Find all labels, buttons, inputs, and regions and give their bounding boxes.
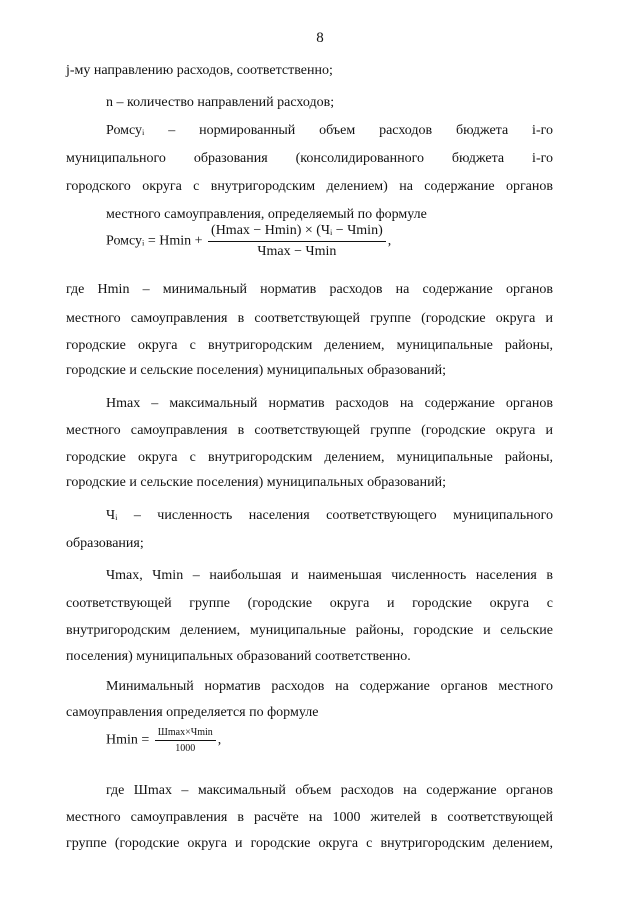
- text-line: самоуправления определяется по формуле: [66, 705, 319, 720]
- formula-tail: ,: [217, 732, 222, 748]
- text-line: городские округа с внутригородским делением, муниципальные районы,: [66, 450, 553, 465]
- text-line: поселения) муниципальных образований соответственно.: [66, 649, 411, 664]
- text-line: Нmax – максимальный норматив расходов на содержание органов: [106, 396, 553, 411]
- formula-numerator: Шmax×Чmin: [155, 727, 216, 741]
- text-line: муниципального образования (консолидированного бюджета i-го: [66, 151, 553, 166]
- formula-lhs: Нmin =: [106, 732, 150, 748]
- text-line: где Шmax – максимальный объем расходов на содержание органов: [106, 783, 553, 798]
- text-line: Ромсуᵢ – нормированный объем расходов бюджета i-го: [106, 123, 553, 138]
- text-line: городские округа с внутригородским делением, муниципальные районы,: [66, 338, 553, 353]
- formula-denominator: Чmax − Чmin: [257, 244, 337, 259]
- text-line: где Нmin – минимальный норматив расходов на содержание органов: [66, 282, 553, 297]
- formula-romsu: [106, 223, 391, 260]
- formula-denominator: 1000: [175, 743, 196, 754]
- formula-hmin: [106, 727, 221, 754]
- text-line: образования;: [66, 536, 144, 551]
- text-line: n – количество направлений расходов;: [106, 95, 335, 110]
- formula-numerator: (Нmax − Нmin) × (Чᵢ − Чmin): [208, 223, 386, 242]
- formula-fraction: [208, 223, 386, 260]
- text-line: соответствующей группе (городские округа и городские округа с: [66, 596, 553, 611]
- text-line: внутригородским делением, муниципальные районы, городские и сельские: [66, 623, 553, 638]
- text-line: Минимальный норматив расходов на содержание органов местного: [106, 679, 553, 694]
- formula-lhs: Ромсуᵢ = Нmin +: [106, 233, 203, 249]
- text-line: местного самоуправления в расчёте на 1000 жителей в соответствующей: [66, 810, 553, 825]
- text-line: j-му направлению расходов, соответственно;: [66, 63, 333, 78]
- formula-fraction: [155, 727, 216, 754]
- text-line: Чᵢ – численность населения соответствующего муниципального: [106, 508, 553, 523]
- text-line: городского округа с внутригородским делением) на содержание органов: [66, 179, 553, 194]
- text-line: группе (городские округа и городские округа с внутригородским делением,: [66, 836, 553, 851]
- text-line: местного самоуправления в соответствующей группе (городские округа и: [66, 423, 553, 438]
- text-line: местного самоуправления в соответствующей группе (городские округа и: [66, 311, 553, 326]
- page-number: 8: [316, 30, 324, 46]
- text-line: Чmax, Чmin – наибольшая и наименьшая численность населения в: [106, 568, 553, 583]
- text-line: местного самоуправления, определяемый по формуле: [106, 207, 427, 222]
- text-line: городские и сельские поселения) муниципальных образований;: [66, 475, 446, 490]
- text-line: городские и сельские поселения) муниципальных образований;: [66, 363, 446, 378]
- formula-tail: ,: [387, 233, 392, 249]
